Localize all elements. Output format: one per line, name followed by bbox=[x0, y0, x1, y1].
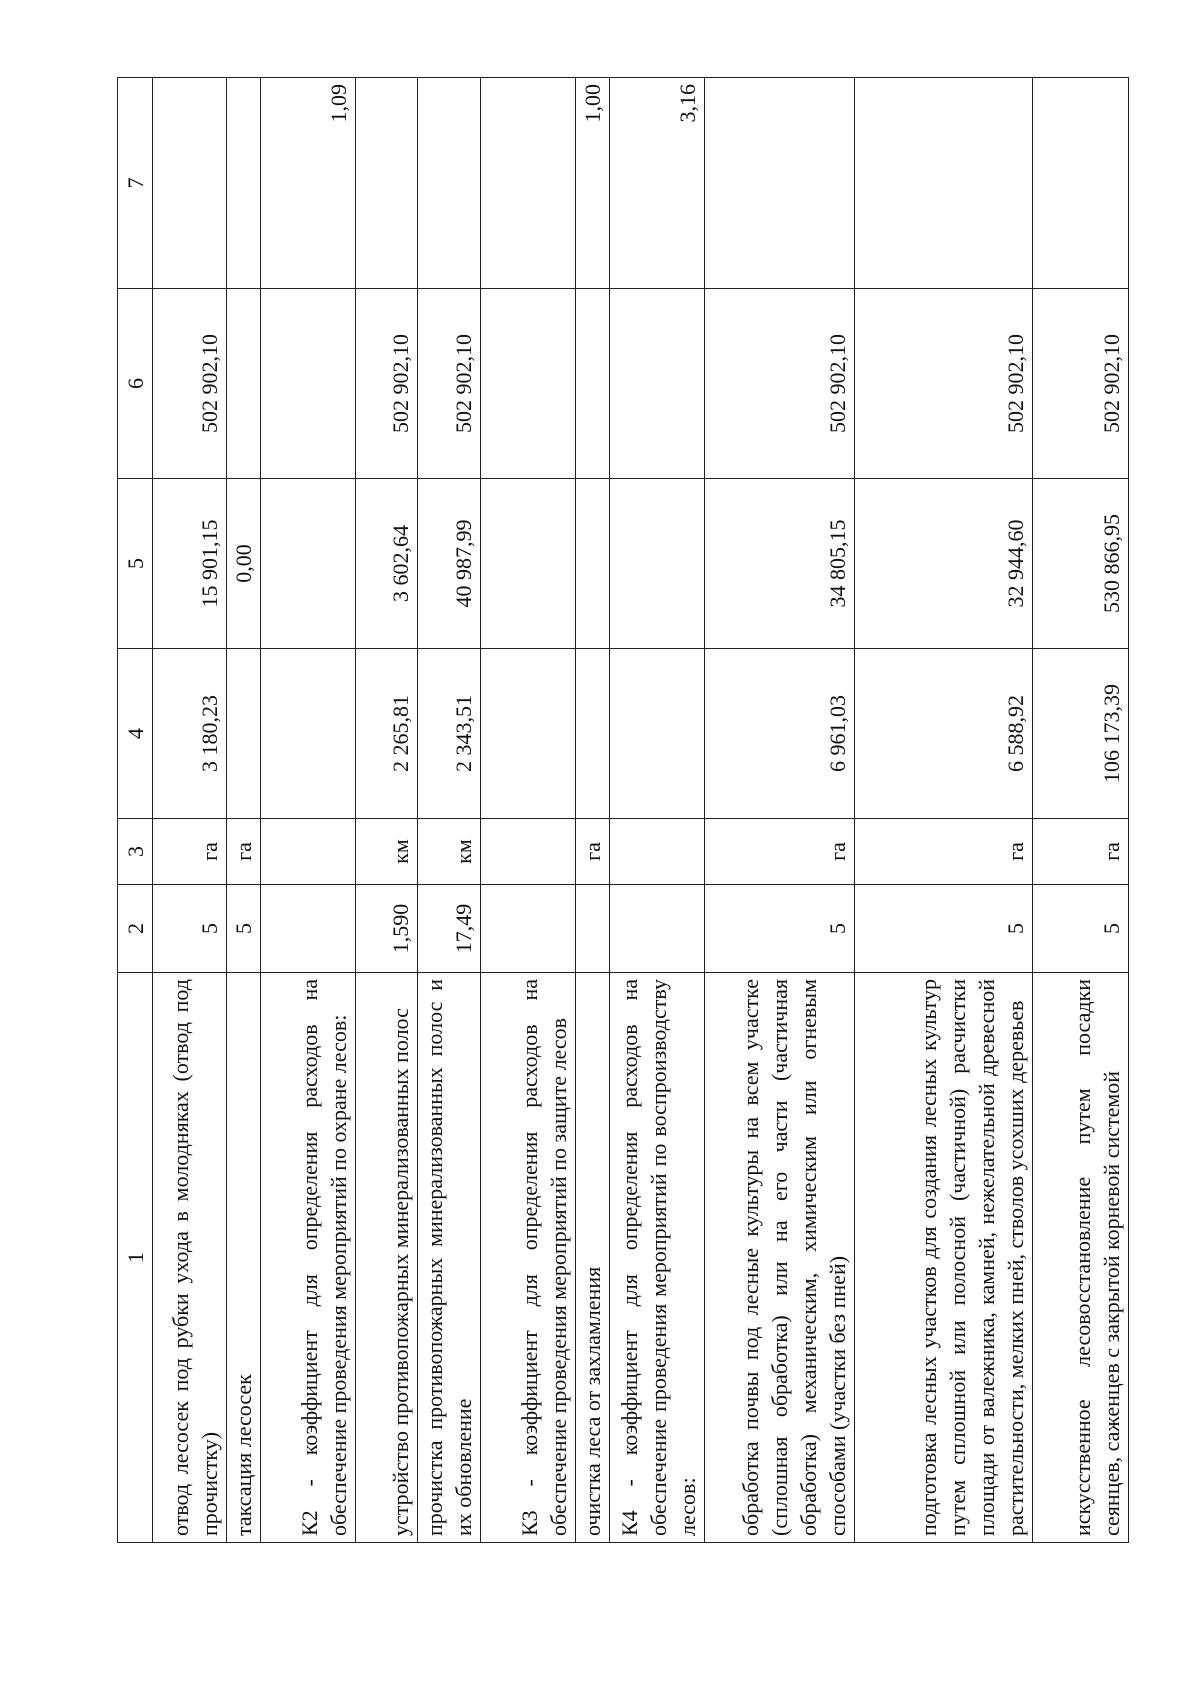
header-cell-2: 2 bbox=[118, 885, 153, 973]
row-quantity: 1,590 bbox=[356, 885, 418, 973]
row-coefficient bbox=[481, 78, 576, 289]
row-rate: 3 180,23 bbox=[153, 649, 227, 819]
row-quantity: 5 bbox=[855, 885, 1033, 973]
row-cost: 0,00 bbox=[227, 479, 261, 649]
row-coefficient bbox=[855, 78, 1033, 289]
row-rate: 6 961,03 bbox=[705, 649, 855, 819]
row-rate: 2 265,81 bbox=[356, 649, 418, 819]
row-base bbox=[261, 289, 356, 479]
row-base: 502 902,10 bbox=[1033, 289, 1129, 479]
header-cell-1: 1 bbox=[118, 973, 153, 1543]
row-cost: 32 944,60 bbox=[855, 479, 1033, 649]
row-quantity bbox=[610, 885, 705, 973]
row-unit: км bbox=[356, 819, 418, 885]
row-coefficient bbox=[356, 78, 418, 289]
row-quantity bbox=[261, 885, 356, 973]
row-unit: км bbox=[418, 819, 481, 885]
table-row bbox=[227, 78, 261, 1543]
row-rate bbox=[227, 649, 261, 819]
row-rate bbox=[261, 649, 356, 819]
row-base: 502 902,10 bbox=[153, 289, 227, 479]
row-cost: 3 602,64 bbox=[356, 479, 418, 649]
row-unit: га bbox=[1033, 819, 1129, 885]
row-unit: га bbox=[227, 819, 261, 885]
row-base: 502 902,10 bbox=[705, 289, 855, 479]
row-cost: 34 805,15 bbox=[705, 479, 855, 649]
row-cost: 15 901,15 bbox=[153, 479, 227, 649]
row-coefficient bbox=[705, 78, 855, 289]
row-rate: 6 588,92 bbox=[855, 649, 1033, 819]
header-cell-6: 6 bbox=[118, 289, 153, 479]
row-name: К3 - коэффициент для определения расходов на обеспечение проведения мероприятий по защите лесов bbox=[481, 973, 576, 1543]
row-cost bbox=[610, 479, 705, 649]
row-coefficient bbox=[1033, 78, 1129, 289]
row-name: К4 - коэффициент для определения расходов на обеспечение проведения мероприятий по воспроизводству лесов: bbox=[610, 973, 705, 1543]
row-base: 502 902,10 bbox=[855, 289, 1033, 479]
row-cost bbox=[576, 479, 610, 649]
row-unit bbox=[481, 819, 576, 885]
table-row bbox=[1033, 78, 1129, 1543]
table-row bbox=[576, 78, 610, 1543]
rotated-page-content bbox=[117, 78, 1124, 1543]
row-base bbox=[481, 289, 576, 479]
row-coefficient bbox=[418, 78, 481, 289]
row-name: устройство противопожарных минерализованных полос bbox=[356, 973, 418, 1543]
row-cost: 40 987,99 bbox=[418, 479, 481, 649]
row-base bbox=[610, 289, 705, 479]
row-rate: 106 173,39 bbox=[1033, 649, 1129, 819]
row-quantity bbox=[576, 885, 610, 973]
table-row bbox=[610, 78, 705, 1543]
row-name: таксация лесосек bbox=[227, 973, 261, 1543]
row-unit: га bbox=[153, 819, 227, 885]
row-unit bbox=[261, 819, 356, 885]
table-row bbox=[418, 78, 481, 1543]
table-row bbox=[261, 78, 356, 1543]
row-quantity: 5 bbox=[153, 885, 227, 973]
table-row bbox=[855, 78, 1033, 1543]
header-row bbox=[118, 78, 153, 1543]
row-rate bbox=[610, 649, 705, 819]
row-rate bbox=[481, 649, 576, 819]
table-row bbox=[153, 78, 227, 1543]
header-cell-3: 3 bbox=[118, 819, 153, 885]
row-unit bbox=[610, 819, 705, 885]
header-cell-4: 4 bbox=[118, 649, 153, 819]
row-quantity: 5 bbox=[227, 885, 261, 973]
row-quantity: 17,49 bbox=[418, 885, 481, 973]
row-coefficient bbox=[227, 78, 261, 289]
row-coefficient: 3,16 bbox=[610, 78, 705, 289]
row-name: прочистка противопожарных минерализованных полос и их обновление bbox=[418, 973, 481, 1543]
header-cell-7: 7 bbox=[118, 78, 153, 289]
row-base bbox=[576, 289, 610, 479]
row-name: подготовка лесных участков для создания лесных культур путем сплошной или полосной (частичной) расчистки площади от валежника, камней, нежелательной древесной растительности, мелких пней, стволов усохших деревьев bbox=[855, 973, 1033, 1543]
row-coefficient: 1,09 bbox=[261, 78, 356, 289]
row-coefficient bbox=[153, 78, 227, 289]
row-quantity: 5 bbox=[705, 885, 855, 973]
row-unit: га bbox=[576, 819, 610, 885]
header-cell-5: 5 bbox=[118, 479, 153, 649]
row-name: очистка леса от захламления bbox=[576, 973, 610, 1543]
row-name: К2 - коэффициент для определения расходов на обеспечение проведения мероприятий по охране лесов: bbox=[261, 973, 356, 1543]
row-name: обработка почвы под лесные культуры на всем участке (сплошная обработка) или на его части (частичная обработка) механическим, химическим или огневым способами (участки без пней) bbox=[705, 973, 855, 1543]
row-cost bbox=[261, 479, 356, 649]
row-coefficient: 1,00 bbox=[576, 78, 610, 289]
row-rate: 2 343,51 bbox=[418, 649, 481, 819]
row-name: искусственное лесовосстановление путем посадки сеянцев, саженцев с закрытой корневой системой bbox=[1033, 973, 1129, 1543]
row-unit: га bbox=[855, 819, 1033, 885]
row-base bbox=[227, 289, 261, 479]
cost-table bbox=[117, 77, 1129, 1543]
table-row bbox=[705, 78, 855, 1543]
row-name: отвод лесосек под рубки ухода в молодняках (отвод под прочистку) bbox=[153, 973, 227, 1543]
row-quantity bbox=[481, 885, 576, 973]
row-base: 502 902,10 bbox=[418, 289, 481, 479]
row-unit: га bbox=[705, 819, 855, 885]
row-cost: 530 866,95 bbox=[1033, 479, 1129, 649]
row-cost bbox=[481, 479, 576, 649]
table-row bbox=[356, 78, 418, 1543]
row-base: 502 902,10 bbox=[356, 289, 418, 479]
table-row bbox=[481, 78, 576, 1543]
row-rate bbox=[576, 649, 610, 819]
row-quantity: 5 bbox=[1033, 885, 1129, 973]
